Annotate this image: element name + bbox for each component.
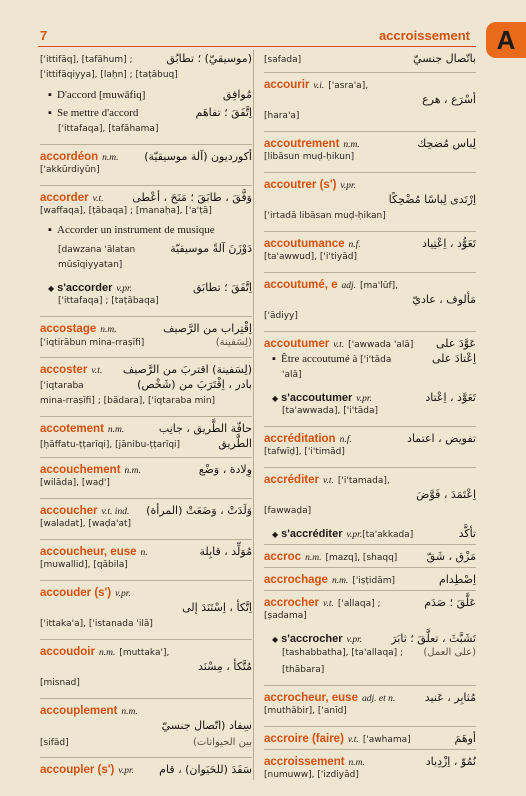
transliteration: 'alā]	[282, 370, 302, 380]
headword: accouder (s')	[40, 587, 112, 599]
arabic-translation: اِقْتِراب من الرَّصيف	[163, 322, 252, 335]
headword: accoutumance	[264, 238, 345, 250]
arabic-translation: اِعْتَمَدَ ، فَوَّضَ	[416, 488, 476, 501]
transliteration: ['awhama]	[362, 735, 411, 745]
entry-accord-continued	[40, 50, 252, 145]
entry-accotement	[40, 417, 252, 458]
part-of-speech: n.m.	[100, 325, 117, 335]
arabic-translation: أسْرَع ، هرع	[422, 93, 476, 106]
entry-accoudoir	[40, 640, 252, 699]
phrase-text: Se mettre d'accord	[57, 107, 139, 119]
part-of-speech: n.m.	[305, 553, 322, 563]
transliteration: [dawzana 'ālatan	[58, 245, 136, 255]
entry-accorder	[40, 186, 252, 317]
transliteration: [ma'lūf],	[360, 281, 399, 291]
arabic-qualifier: (لِسَفينة)	[215, 337, 252, 348]
entry-accreditation	[264, 427, 476, 468]
headword: accrochage	[264, 574, 328, 586]
arabic-translation: بادر ، اِقْتَرَبَ من (شَخْص)	[137, 378, 252, 391]
part-of-speech: n.m.	[124, 466, 141, 476]
entry-accoupler	[40, 758, 252, 780]
arabic-translation: مُوَلِّد ، قابِلة	[199, 545, 252, 558]
entry-accostage	[40, 317, 252, 358]
entry-accoupler-continued	[264, 50, 476, 73]
transliteration: ['asra'a],	[328, 81, 369, 91]
transliteration: [waladat], [waḍa'at]	[40, 519, 132, 529]
arabic-translation: (لِسَفينة) اقتربَ من الرَّصيف	[122, 363, 252, 376]
arabic-translation: تَشَبَّثَ ، تعلَّقَ ؛ ثابَرَ	[391, 632, 476, 645]
headword: accorder	[40, 192, 89, 204]
sub-headword: s'accoutumer	[281, 392, 353, 404]
part-of-speech: n.m.	[98, 648, 116, 658]
part-of-speech: n.m.	[121, 707, 138, 717]
entry-accouplement	[40, 699, 252, 758]
transliteration: [hara'a]	[264, 111, 300, 121]
headword: accréditation	[264, 433, 336, 445]
part-of-speech: adj. et n.	[361, 694, 396, 704]
headword: accoucher	[40, 505, 98, 517]
arabic-translation: اِعْتادَ على	[431, 352, 476, 365]
arabic-translation: مُتَّكأ ، مِسْنَد	[198, 660, 252, 673]
part-of-speech: n.f.	[339, 435, 352, 445]
part-of-speech: n.m.	[331, 576, 349, 586]
phrase-se-mettre-d-accord	[40, 107, 138, 119]
part-of-speech: n.m.	[102, 153, 119, 163]
arabic-translation: مُوافِق	[222, 88, 252, 101]
headword: accoutumé, e	[264, 279, 338, 291]
part-of-speech: v.t.	[322, 476, 334, 486]
arabic-translation: وَفَّقَ ، طابَقَ ؛ مَنَحَ ، أعْطى	[132, 191, 252, 204]
headword: accrocheur, euse	[264, 692, 358, 704]
entry-accrochage	[264, 568, 476, 591]
part-of-speech: n.m.	[348, 758, 365, 768]
part-of-speech: v.i.	[313, 81, 325, 91]
transliteration: ['iqtirābun mina-rraṣīfi]	[40, 338, 145, 348]
square-bullet-icon: ▪	[48, 224, 52, 236]
part-of-speech: adj.	[341, 281, 357, 291]
entry-accoutrement	[264, 132, 476, 173]
part-of-speech: n.	[140, 548, 148, 558]
arabic-translation: وِلادة ، وَضْع	[198, 463, 252, 476]
transliteration: ['awwada 'alā]	[348, 340, 414, 350]
entry-accourir	[264, 73, 476, 132]
entry-accouder	[40, 581, 252, 640]
column-divider	[253, 50, 254, 780]
transliteration: ['irtadā libāsan muḍ-ḥikan]	[264, 211, 386, 221]
entry-accrediter	[264, 468, 476, 545]
part-of-speech: v.t.	[91, 366, 103, 376]
headword: accroissement	[264, 756, 345, 768]
arabic-translation: اِتَّكأ ، اِسْتَنَدَ إلى	[182, 601, 252, 614]
arabic-translation: اِتَّفَقَ ؛ تطابَق	[192, 281, 252, 294]
arabic-translation: مَزْق ، شَقّ	[426, 550, 476, 563]
headword: accordéon	[40, 151, 99, 163]
transliteration: [safada]	[264, 55, 302, 65]
sub-headword: s'accorder	[57, 282, 113, 294]
diamond-bullet-icon: ◆	[272, 394, 279, 403]
arabic-translation: نُمُوّ ، اِزْدِياد	[425, 755, 476, 768]
part-of-speech: v.t.	[347, 735, 359, 745]
arabic-translation: حافّة الطَّريق ، جانِب	[158, 422, 252, 435]
transliteration: ['i'tamada],	[337, 476, 390, 486]
arabic-qualifier: (على العمل)	[423, 647, 476, 658]
headword: accouplement	[40, 705, 118, 717]
entry-accrocheur	[264, 686, 476, 727]
header-rule	[38, 46, 476, 47]
transliteration: mina-rraṣīfi] ; [bādara], ['iqtaraba min]	[40, 396, 216, 406]
phrase-text: Accorder un instrument de musique	[57, 224, 215, 236]
entry-accoutumer	[264, 332, 476, 427]
square-bullet-icon: ▪	[48, 107, 52, 119]
entry-accoutumance	[264, 232, 476, 273]
part-of-speech: n.m.	[343, 140, 360, 150]
part-of-speech: v.pr.	[116, 284, 133, 294]
sub-headword: s'accrocher	[281, 633, 343, 645]
transliteration: [ḥāffatu-ṭṭarīqi], [jānibu-ṭṭarīqi]	[40, 440, 181, 450]
page-number: 7	[40, 28, 48, 43]
entry-accroissement	[264, 750, 476, 790]
part-of-speech: n.m.	[107, 425, 125, 435]
phrase-accorder-un-instrument	[40, 224, 215, 236]
arabic-translation: أكورديون (آلة موسيقيّة)	[144, 150, 252, 163]
part-of-speech: v.pr.	[118, 766, 134, 776]
entry-accoucher	[40, 499, 252, 540]
page-header	[0, 0, 526, 55]
transliteration: ['iṣṭidām]	[352, 576, 396, 586]
headword: accréditer	[264, 474, 319, 486]
left-column	[40, 50, 252, 780]
transliteration: [libāsun muḍ-ḥikun]	[264, 152, 355, 162]
entry-accouchement	[40, 458, 252, 499]
transliteration: [ta'awwud], ['i'tiyād]	[264, 252, 357, 262]
part-of-speech: v.t. ind.	[101, 507, 130, 517]
arabic-translation: اِتَّفَقَ ؛ تفاهَم	[195, 106, 252, 119]
transliteration: [tafwīḍ], ['i'timād]	[264, 447, 345, 457]
running-head: accroissement	[378, 28, 470, 43]
phrase-text: Être accoutumé à	[281, 353, 358, 365]
letter-tab: A	[486, 22, 526, 58]
transliteration: ['iqtaraba	[40, 381, 84, 391]
transliteration: [sifād]	[40, 738, 69, 748]
arabic-translation: (موسيقيّ) ؛ تطابُق	[166, 52, 252, 65]
transliteration: ['ittifāq], [tafāhum] ;	[40, 55, 133, 65]
entry-accoutume	[264, 273, 476, 332]
arabic-translation: مُثابِر ، عَنيد	[424, 691, 476, 704]
transliteration: [thābara]	[282, 665, 325, 675]
transliteration: ['akkūrdiyūn]	[40, 165, 100, 175]
transliteration: ['ittaka'a], ['istanada 'ilā]	[40, 619, 153, 629]
transliteration: [muwallid], [qābila]	[40, 560, 128, 570]
right-column	[264, 50, 476, 790]
entry-accroc	[264, 545, 476, 568]
arabic-translation: تأكَّد	[458, 527, 476, 540]
arabic-translation: دَوْزَنَ آلةً موسيقيّة	[170, 242, 252, 255]
headword: accoutrement	[264, 138, 340, 150]
entry-accoutrer	[264, 173, 476, 232]
arabic-translation: الطَّريق	[218, 437, 252, 450]
headword: accouchement	[40, 464, 121, 476]
entry-accoster	[40, 358, 252, 417]
arabic-translation: أوهَمَ	[454, 732, 476, 745]
transliteration: [tashabbatha], [ta'allaqa] ;	[282, 648, 404, 658]
arabic-translation: مَألوف ، عاديّ	[412, 293, 476, 306]
arabic-translation: لِباس مُضحِك	[417, 137, 476, 150]
entry-accordeon	[40, 145, 252, 186]
arabic-translation: سَفَدَ (للحَيَوان) ، قام	[159, 763, 252, 776]
part-of-speech: v.pr.	[115, 589, 131, 599]
arabic-translation: وَلَدَتْ ، وَضَعَتْ (المرأة)	[146, 504, 252, 517]
square-bullet-icon: ▪	[272, 353, 276, 365]
headword: accourir	[264, 79, 310, 91]
part-of-speech: v.t.	[322, 599, 334, 609]
headword: accrocher	[264, 597, 319, 609]
arabic-translation: اِرْتَدى لِباسًا مُضْحِكًا	[388, 193, 476, 206]
part-of-speech: n.f.	[348, 240, 361, 250]
headword: accoster	[40, 364, 88, 376]
transliteration: [ta'awwada], ['i'tāda]	[282, 406, 378, 416]
transliteration: [muttaka'],	[119, 648, 170, 658]
transliteration: ['i'tāda	[360, 355, 392, 365]
phrase-text: D'accord [muwāfiq]	[57, 89, 146, 101]
arabic-translation: تفويض ، اعتماد	[407, 432, 476, 445]
transliteration: ['ittafaqa] ; [taṭābaqa]	[58, 296, 159, 306]
transliteration: ['ādiyy]	[264, 311, 298, 321]
arabic-translation: تَعَوَّد ، اِعْتاد	[425, 391, 476, 404]
part-of-speech: v.t.	[92, 194, 104, 204]
diamond-bullet-icon: ◆	[48, 284, 55, 293]
arabic-translation: تَعَوُّد ، اِعْتِياد	[421, 237, 476, 250]
transliteration: [muthābir], ['anīd]	[264, 706, 347, 716]
transliteration: [ṣadama]	[264, 611, 307, 621]
headword: accoucheur, euse	[40, 546, 137, 558]
transliteration: [wilāda], [waḍ']	[40, 478, 110, 488]
part-of-speech: v.t.	[333, 340, 345, 350]
headword: accroc	[264, 551, 302, 563]
headword: accoutumer	[264, 338, 330, 350]
entry-accrocher	[264, 591, 476, 686]
headword: accroire (faire)	[264, 733, 344, 745]
headword: accoupler (s')	[40, 764, 115, 776]
transliteration: [waffaqa], [ṭābaqa] ; [manaḥa], ['a'ṭā]	[40, 206, 212, 216]
arabic-translation: باتّصال جنسيّ	[413, 52, 476, 65]
transliteration: [mazq], [shaqq]	[325, 553, 398, 563]
headword: accoudoir	[40, 646, 95, 658]
diamond-bullet-icon: ◆	[272, 530, 279, 539]
arabic-translation: اِصْطِدام	[438, 573, 476, 586]
entry-accoucheur	[40, 540, 252, 581]
transliteration: [fawwaḍa]	[264, 506, 312, 516]
transliteration: [misnad]	[40, 678, 80, 688]
part-of-speech: v.pr.	[340, 181, 357, 191]
part-of-speech: v.pr.	[346, 530, 363, 540]
transliteration: [numuww], ['izdiyād]	[264, 770, 359, 780]
transliteration: [ta'akkada]	[362, 530, 414, 540]
phrase-etre-accoutume	[264, 353, 391, 365]
transliteration: ['allaqa] ;	[337, 599, 381, 609]
arabic-qualifier: بين الحيوانات)	[193, 737, 252, 748]
square-bullet-icon: ▪	[48, 89, 52, 101]
transliteration: ['ittafaqa], [tafāhama]	[58, 124, 159, 134]
entry-accroire	[264, 727, 476, 750]
arabic-translation: عَلَّقَ ؛ صَدَم	[424, 596, 476, 609]
headword: accotement	[40, 423, 104, 435]
part-of-speech: v.pr.	[356, 394, 372, 404]
arabic-translation: عَوَّدَ على	[435, 337, 476, 350]
part-of-speech: v.pr.	[346, 635, 363, 645]
arabic-translation: سِفاد (اتّصال جنسيّ	[161, 719, 252, 732]
transliteration: mūsīqiyyatan]	[58, 260, 123, 270]
phrase-d-accord	[40, 89, 145, 101]
diamond-bullet-icon: ◆	[272, 635, 279, 644]
headword: accoutrer (s')	[264, 179, 337, 191]
headword: accostage	[40, 323, 97, 335]
sub-headword: s'accréditer	[281, 528, 343, 540]
transliteration: ['ittifāqiyya], [laḥn] ; [taṭābuq]	[40, 70, 178, 80]
